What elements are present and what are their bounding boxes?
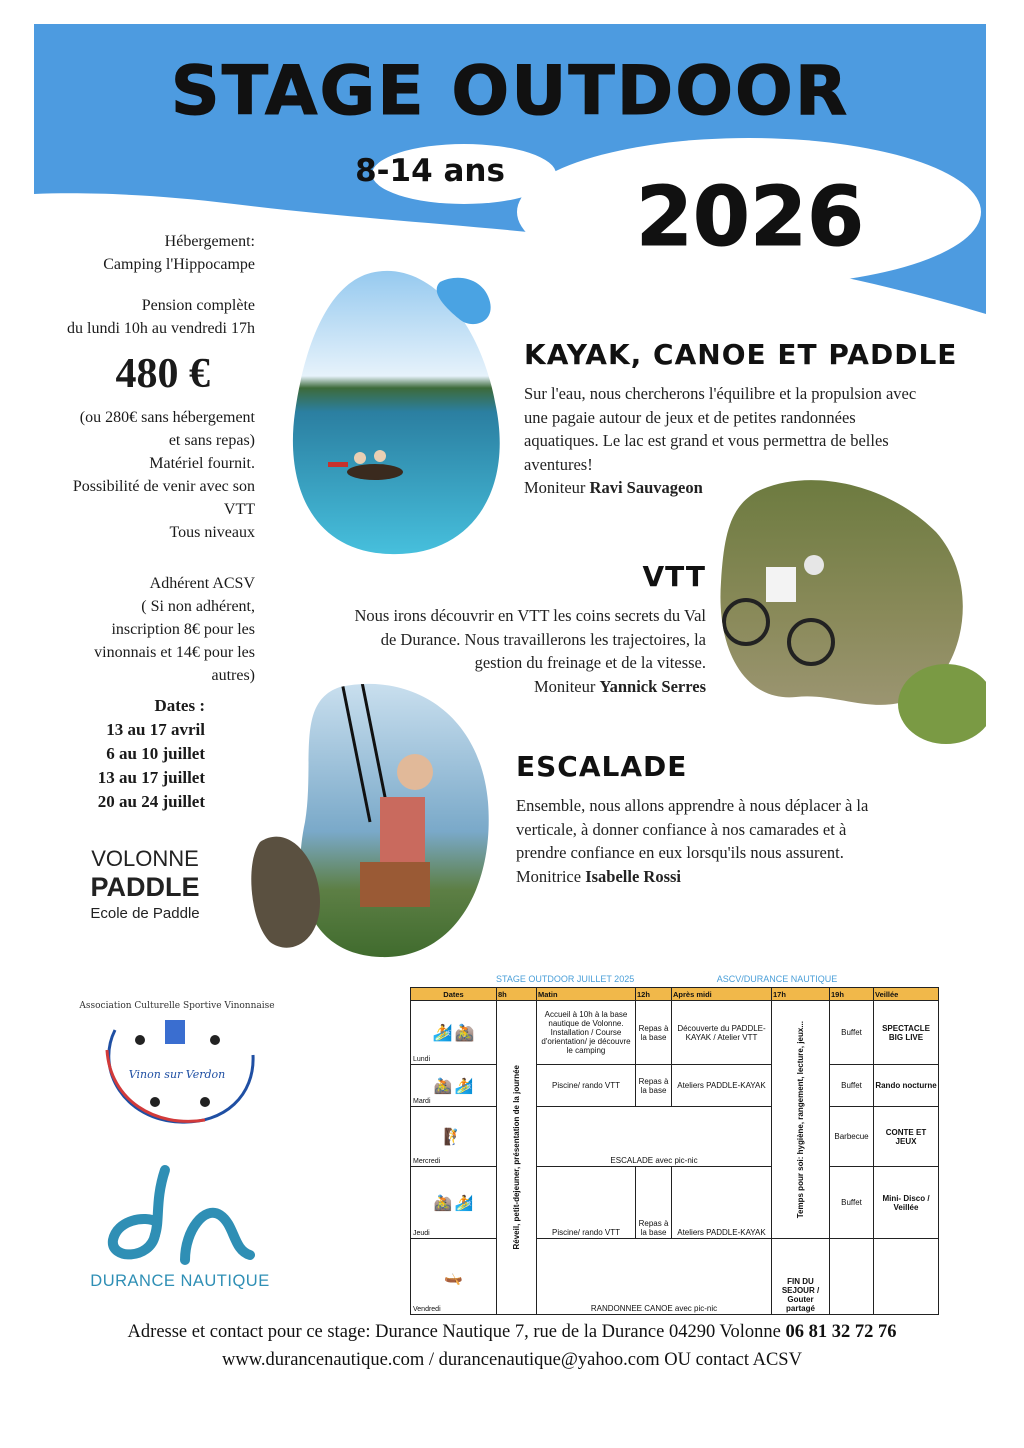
escalade-photo [250, 672, 495, 962]
vtt-monitor [290, 675, 706, 699]
bike-note: Possibilité de venir avec son [72, 478, 255, 495]
evening-vertical-text: Temps pour soi: hygiène, rangement, lecture, jeux... [796, 1020, 805, 1219]
schedule-cell: Buffet [830, 1001, 874, 1065]
dates-heading: Dates : [154, 696, 205, 715]
table-row [411, 1065, 939, 1107]
col-header: 17h [772, 988, 830, 1001]
member-line: inscription 8€ pour les [111, 621, 255, 638]
schedule-cell: Découverte du PADDLE-KAYAK / Atelier VTT [672, 1001, 772, 1065]
member-line: vinonnais et 14€ pour les [94, 644, 255, 661]
evening-vertical-cell [772, 1001, 830, 1239]
table-row [411, 1107, 939, 1167]
col-header: Veillée [874, 988, 939, 1001]
volonne-paddle-logo [60, 846, 230, 922]
schedule-cell: CONTE ET JEUX [874, 1107, 939, 1167]
levels-note: Tous niveaux [169, 524, 255, 541]
bike-icon: 🚵 [433, 1077, 453, 1095]
vtt-title: VTT [642, 560, 706, 593]
schedule-cell: Ateliers PADDLE-KAYAK [672, 1167, 772, 1239]
year-label: 2026 [635, 170, 865, 265]
board-line: Pension complète [141, 297, 255, 314]
lodging-value: Camping l'Hippocampe [103, 256, 255, 273]
durance-nautique-logo-icon [105, 1160, 255, 1270]
schedule-cell: Rando nocturne [874, 1065, 939, 1107]
schedule-cell: Piscine/ rando VTT [537, 1167, 636, 1239]
day-cell [411, 1107, 497, 1167]
canoe-icon: 🛶 [444, 1268, 463, 1286]
schedule-cell: Accueil à 10h à la base nautique de Volonne. Installation / Course d'orientation/ je découvre le camping [537, 1001, 636, 1065]
age-range: 8-14 ans [355, 153, 505, 189]
schedule-table-wrap [410, 987, 939, 1315]
escalade-description [516, 794, 966, 888]
bike-note: VTT [223, 501, 255, 518]
escalade-text-line: verticale, à donner confiance à nos camarades et à [516, 819, 847, 839]
date-item: 13 au 17 avril [106, 720, 205, 739]
schedule-cell: Repas à la base [636, 1001, 672, 1065]
price: 480 € [115, 351, 210, 397]
membership-info [30, 572, 255, 687]
kayak-text-line: une pagaie autour de jeux et de petites randonnées [524, 407, 856, 427]
schedule-cell: SPECTACLE BIG LIVE [874, 1001, 939, 1065]
morning-vertical-cell [497, 1001, 537, 1315]
paddle-icon: 🏄 [432, 1024, 453, 1042]
col-header: Dates [411, 988, 497, 1001]
escalade-monitor [516, 865, 966, 889]
escalade-text-line: prendre confiance en eux lorsqu'ils nous assurent. [516, 843, 844, 862]
date-item: 13 au 17 juillet [97, 768, 205, 787]
col-header: 19h [830, 988, 874, 1001]
day-cell [411, 1167, 497, 1239]
monitor-name: Yannick Serres [599, 676, 706, 696]
dates-list [40, 694, 205, 814]
footer-phone: 06 81 32 72 76 [785, 1322, 897, 1342]
footer-contact: www.durancenautique.com / durancenautique@yahoo.com OU contact ACSV [222, 1350, 802, 1370]
schedule-cell [874, 1239, 939, 1315]
day-label: Mardi [413, 1098, 431, 1105]
durance-nautique-name: DURANCE NAUTIQUE [90, 1272, 270, 1290]
schedule-cell: Mini- Disco / Veillée [874, 1167, 939, 1239]
vtt-text-line: de Durance. Nous travaillerons les trajectoires, la [380, 629, 706, 649]
paddle-school-line: Ecole de Paddle [90, 905, 200, 922]
morning-vertical-text: Réveil, petit-dejeuner, présentation de la journée [512, 1065, 521, 1250]
board-info [30, 294, 255, 340]
col-header: Matin [537, 988, 636, 1001]
monitor-prefix: Moniteur [533, 676, 596, 696]
price-note: et sans repas) [168, 432, 255, 449]
day-label: Lundi [413, 1056, 431, 1063]
acsv-logo [79, 990, 275, 1130]
vtt-text-line: gestion du freinage et de la vitesse. [474, 653, 706, 672]
schedule-cell: Buffet [830, 1065, 874, 1107]
schedule-table [410, 987, 939, 1315]
board-line: du lundi 10h au vendredi 17h [67, 320, 255, 337]
svg-text:Association Culturelle Sportiv: Association Culturelle Sportive Vinonnaise [79, 1001, 275, 1011]
monitor-name: Ravi Sauvageon [589, 478, 703, 497]
schedule-title-right: ASCV/DURANCE NAUTIQUE [716, 974, 838, 984]
schedule-cell: RANDONNEE CANOE avec pic-nic [537, 1239, 772, 1315]
schedule-cell: Repas à la base [636, 1065, 672, 1107]
col-header: 12h [636, 988, 672, 1001]
schedule-cell [830, 1239, 874, 1315]
schedule-cell: ESCALADE avec pic-nic [537, 1107, 772, 1167]
day-label: Mercredi [413, 1158, 441, 1165]
day-cell [411, 1065, 497, 1107]
paddle-icon: 🏄 [454, 1077, 474, 1095]
climbing-icon: 🧗 [443, 1128, 464, 1146]
vtt-photo [716, 472, 986, 762]
equipment-note: Matériel fournit. [149, 455, 255, 472]
kayak-text-line: aquatiques. Le lac est grand et vous permettra de belles [524, 431, 889, 450]
schedule-cell: Buffet [830, 1167, 874, 1239]
footer-address [0, 1322, 1024, 1343]
date-item: 6 au 10 juillet [106, 744, 205, 763]
monitor-name: Isabelle Rossi [585, 866, 682, 886]
monitor-prefix: Monitrice [516, 866, 582, 886]
kayak-monitor [524, 476, 964, 500]
kayak-text-line: Sur l'eau, nous chercherons l'équilibre et la propulsion avec [524, 384, 917, 403]
water-drop-icon [430, 272, 500, 332]
schedule-title [410, 974, 938, 984]
kayak-text-line: aventures! [524, 454, 593, 474]
day-cell [411, 1239, 497, 1315]
table-row [411, 1167, 939, 1239]
vtt-text-line: Nous irons découvrir en VTT les coins secrets du Val [354, 606, 706, 625]
member-line: ( Si non adhérent, [141, 598, 255, 615]
bike-icon: 🚵 [433, 1194, 453, 1212]
member-line: Adhérent ACSV [149, 575, 255, 592]
price-note: (ou 280€ sans hébergement [79, 409, 255, 426]
escalade-title: ESCALADE [516, 750, 688, 783]
table-row [411, 1239, 939, 1315]
schedule-cell: Repas à la base [636, 1167, 672, 1239]
paddle-line: PADDLE [90, 872, 200, 902]
member-line: autres) [211, 667, 255, 684]
schedule-cell: Barbecue [830, 1107, 874, 1167]
kayak-description [524, 382, 964, 500]
lodging-info [30, 230, 255, 276]
price-details [30, 406, 255, 544]
day-label: Jeudi [413, 1230, 430, 1237]
col-header: 8h [497, 988, 537, 1001]
schedule-cell: Piscine/ rando VTT [537, 1065, 636, 1107]
day-cell [411, 1001, 497, 1065]
bike-icon: 🚵 [454, 1024, 475, 1042]
date-item: 20 au 24 juillet [97, 792, 205, 811]
day-label: Vendredi [413, 1306, 441, 1313]
kayak-title: KAYAK, CANOE ET PADDLE [524, 338, 958, 371]
svg-text:Vinon sur Verdon: Vinon sur Verdon [128, 1068, 226, 1081]
escalade-text-line: Ensemble, nous allons apprendre à nous déplacer à la [516, 796, 869, 815]
schedule-cell: FIN DU SEJOUR / Gouter partagé [772, 1239, 830, 1315]
footer-address-text: Adresse et contact pour ce stage: Durance Nautique 7, rue de la Durance 04290 Volonne [127, 1322, 781, 1342]
monitor-prefix: Moniteur [524, 478, 586, 497]
schedule-cell: Ateliers PADDLE-KAYAK [672, 1065, 772, 1107]
lodging-label: Hébergement: [164, 233, 255, 250]
col-header: Après midi [672, 988, 772, 1001]
table-row [411, 1001, 939, 1065]
paddle-icon: 🏄 [454, 1194, 474, 1212]
page-title: STAGE OUTDOOR [170, 52, 850, 131]
vtt-description [290, 604, 706, 698]
schedule-title-left: STAGE OUTDOOR JUILLET 2025 [496, 974, 635, 984]
volonne-line: VOLONNE [91, 846, 199, 871]
